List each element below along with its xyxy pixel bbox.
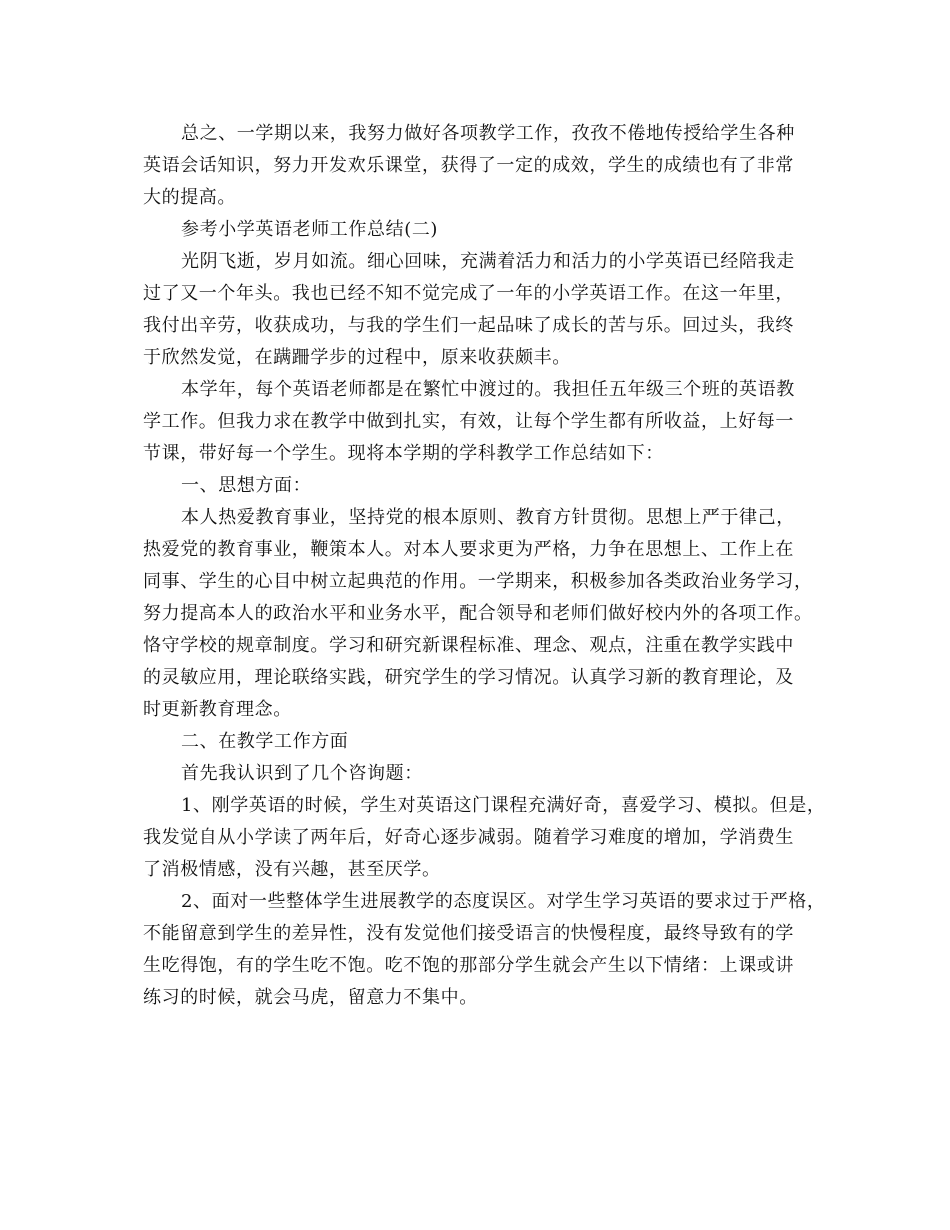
paragraph-line: 练习的时候，就会马虎，留意力不集中。 xyxy=(143,987,478,1008)
paragraph-line: 节课，带好每一个学生。现将本学期的学科教学工作总结如下： xyxy=(143,443,664,464)
paragraph-line: 我发觉自从小学读了两年后，好奇心逐步减弱。随着学习难度的增加，学消费生 xyxy=(143,827,794,848)
paragraph-line: 了消极情感，没有兴趣，甚至厌学。 xyxy=(143,859,441,880)
paragraph-line: 大的提高。 xyxy=(143,187,236,208)
paragraph-line: 本人热爱教育事业，坚持党的根本原则、教育方针贯彻。思想上严于律己， xyxy=(181,507,795,528)
paragraph-line: 首先我认识到了几个咨询题： xyxy=(181,763,423,784)
paragraph-line: 总之、一学期以来，我努力做好各项教学工作，孜孜不倦地传授给学生各种 xyxy=(181,123,795,144)
paragraph-line: 热爱党的教育事业，鞭策本人。对本人要求更为严格，力争在思想上、工作上在 xyxy=(143,539,794,560)
paragraph-line: 于欣然发觉，在蹒跚学步的过程中，原来收获颇丰。 xyxy=(143,347,571,368)
paragraph-line: 过了又一个年头。我也已经不知不觉完成了一年的小学英语工作。在这一年里， xyxy=(143,283,794,304)
paragraph-line: 2、面对一些整体学生进展教学的态度误区。对学生学习英语的要求过于严格， xyxy=(181,891,826,912)
paragraph-line: 恪守学校的规章制度。学习和研究新课程标准、理念、观点，注重在教学实践中 xyxy=(143,635,794,656)
section-title: 参考小学英语老师工作总结(二) xyxy=(181,219,439,240)
paragraph-line: 英语会话知识，努力开发欢乐课堂，获得了一定的成效，学生的成绩也有了非常 xyxy=(143,155,794,176)
paragraph-line: 的灵敏应用，理论联络实践，研究学生的学习情况。认真学习新的教育理论，及 xyxy=(143,667,794,688)
paragraph-line: 不能留意到学生的差异性，没有发觉他们接受语言的快慢程度，最终导致有的学 xyxy=(143,923,794,944)
paragraph-line: 1、刚学英语的时候，学生对英语这门课程充满好奇，喜爱学习、模拟。但是， xyxy=(181,795,826,816)
paragraph-line: 学工作。但我力求在教学中做到扎实，有效，让每个学生都有所收益，上好每一 xyxy=(143,411,794,432)
paragraph-line: 时更新教育理念。 xyxy=(143,699,292,720)
paragraph-line: 生吃得饱，有的学生吃不饱。吃不饱的那部分学生就会产生以下情绪：上课或讲 xyxy=(143,955,794,976)
paragraph-line: 我付出辛劳，收获成功，与我的学生们一起品味了成长的苦与乐。回过头，我终 xyxy=(143,315,794,336)
section-heading: 一、思想方面： xyxy=(181,475,312,496)
paragraph-line: 同事、学生的心目中树立起典范的作用。一学期来，积极参加各类政治业务学习， xyxy=(143,571,813,592)
document-body xyxy=(143,118,826,1014)
section-heading: 二、在教学工作方面 xyxy=(181,731,349,752)
paragraph-line: 光阴飞逝，岁月如流。细心回味，充满着活力和活力的小学英语已经陪我走 xyxy=(181,251,795,272)
paragraph-line: 努力提高本人的政治水平和业务水平，配合领导和老师们做好校内外的各项工作。 xyxy=(143,603,813,624)
paragraph-line: 本学年，每个英语老师都是在繁忙中渡过的。我担任五年级三个班的英语教 xyxy=(181,379,795,400)
